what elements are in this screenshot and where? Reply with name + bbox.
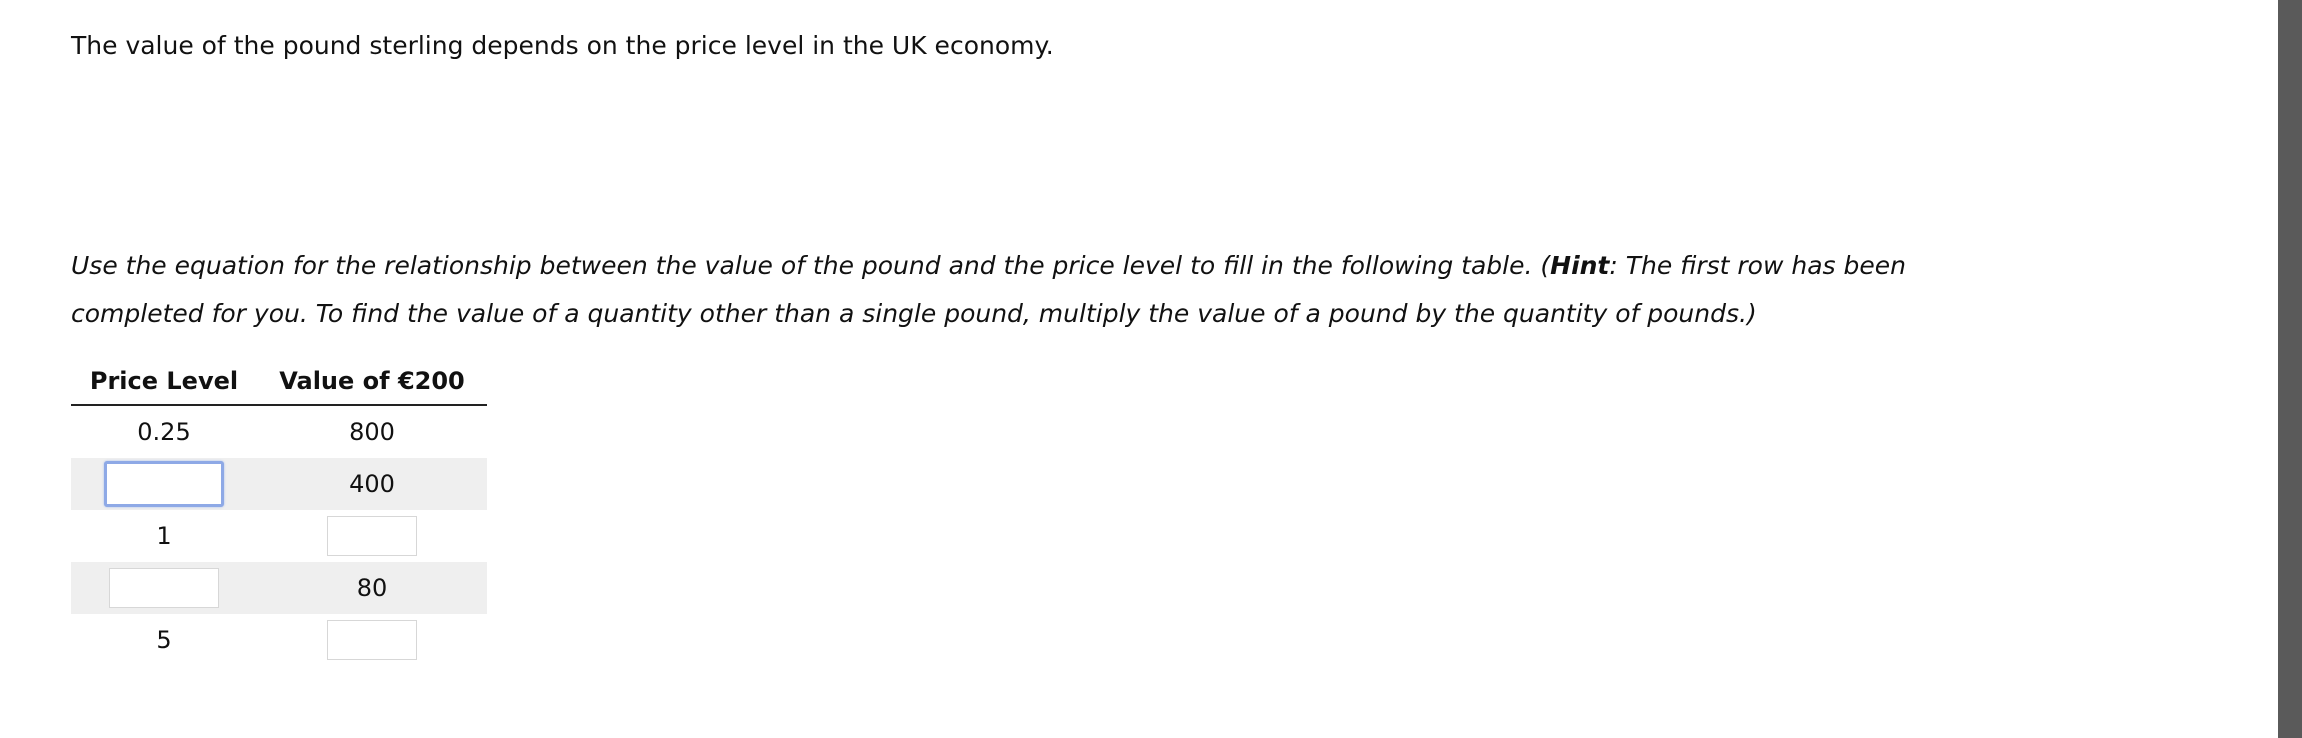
price-level-input-row-4[interactable]: [109, 568, 219, 608]
value-cell: 80: [257, 562, 487, 614]
value-cell: 800: [349, 418, 395, 446]
instructions-before-hint: Use the equation for the relationship between the value of the pound and the price level to fill in the following table. (: [71, 251, 1551, 280]
table-row: [71, 614, 487, 666]
price-level-input-cell: [71, 562, 257, 614]
table-row: [71, 562, 487, 614]
header-price-level: Price Level: [71, 358, 257, 405]
value-input-row-3[interactable]: [327, 516, 417, 556]
value-input-cell: [257, 510, 487, 562]
hint-label: Hint: [1550, 251, 1610, 280]
table-header-row: [71, 358, 487, 405]
instructions-after-hint: : The first row has been completed for you. To find the value of a quantity other than a single pound, multiply the value of a pound by the quantity of pounds.): [71, 251, 1906, 328]
value-cell: 400: [257, 458, 487, 510]
instructions-text: [71, 242, 2021, 338]
table-row: [71, 405, 487, 458]
price-level-input-row-2[interactable]: [104, 461, 224, 507]
intro-text: The value of the pound sterling depends on the price level in the UK economy.: [71, 31, 1054, 60]
table-row: [71, 458, 487, 510]
price-level-input-cell: [71, 458, 257, 510]
vertical-scrollbar[interactable]: [2278, 0, 2302, 738]
price-level-cell: 0.25: [137, 418, 191, 446]
value-input-cell: [257, 614, 487, 666]
header-value: Value of €200: [257, 358, 487, 405]
value-input-row-5[interactable]: [327, 620, 417, 660]
price-level-cell: 1: [156, 522, 172, 550]
price-value-table: [71, 358, 487, 666]
price-level-cell: 5: [156, 626, 172, 654]
table-row: [71, 510, 487, 562]
